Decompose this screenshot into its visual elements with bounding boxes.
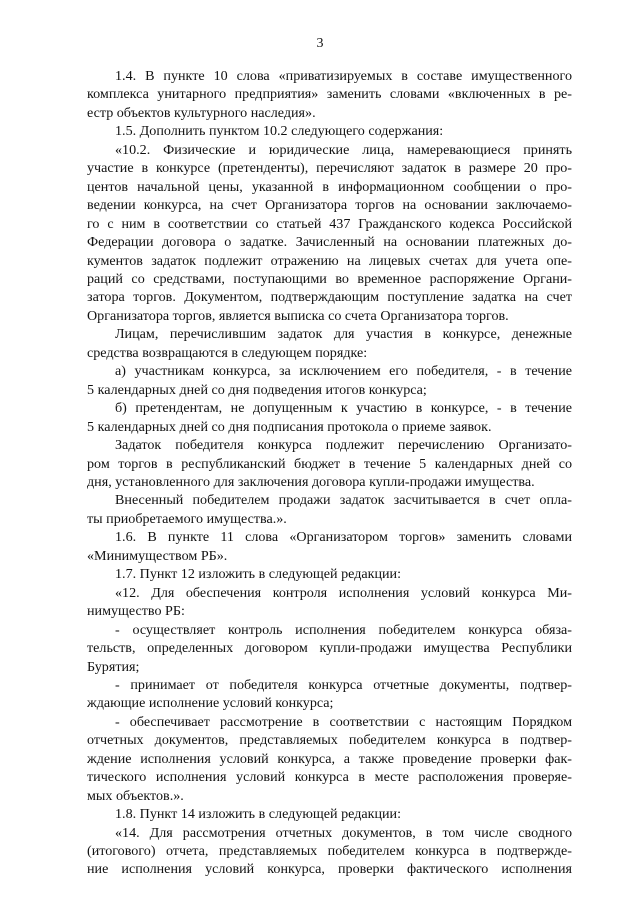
text-line: отчетных документов, представляемых победителем конкурса в подтвер-: [87, 732, 572, 749]
text-line: «Минимуществом РБ».: [87, 547, 228, 564]
text-line: - принимает от победителя конкурса отчетные документы, подтвер-: [115, 676, 572, 693]
text-line: комплекса унитарного предприятия» заменить словами «включенных в ре-: [87, 86, 572, 103]
text-line: 5 календарных дней со дня подписания протокола о приеме заявок.: [87, 418, 492, 435]
page-number: 3: [316, 36, 324, 51]
text-line: б) претендентам, не допущенным к участию в конкурсе, - в течение: [115, 400, 572, 417]
text-line: тического исполнения условий конкурса в месте расположения проверяе-: [87, 769, 572, 786]
text-line: ждающие исполнение условий конкурса;: [87, 695, 334, 712]
text-line: тельств, определенных договором купли-продажи имущества Республики: [87, 640, 572, 657]
text-line: го с ним в соответствии со статьей 437 Гражданского кодекса Российской: [87, 215, 572, 232]
text-line: Лицам, перечислившим задаток для участия в конкурсе, денежные: [115, 326, 572, 343]
text-line: «12. Для обеспечения контроля исполнения условий конкурса Ми-: [115, 584, 572, 601]
text-line: ние исполнения условий конкурса, проверки фактического исполнения: [87, 861, 572, 878]
text-line: 1.7. Пункт 12 изложить в следующей редакции:: [115, 566, 402, 583]
text-line: дня, установленного для заключения договора купли-продажи имущества.: [87, 473, 535, 490]
text-line: средства возвращаются в следующем порядке:: [87, 344, 368, 361]
text-line: ты приобретаемого имущества.».: [87, 510, 287, 527]
text-line: Организатора торгов, является выписка со счета Организатора торгов.: [87, 307, 509, 324]
text-line: раций со средствами, поступающими во временное распоряжение Органи-: [87, 270, 572, 287]
text-line: (итогового) отчета, представляемых победителем конкурса в подтвержде-: [87, 843, 572, 860]
text-line: ждение исполнения условий конкурса, а также проведение проверки фак-: [87, 750, 572, 767]
text-line: мых объектов.».: [87, 787, 184, 804]
text-line: затора торгов. Документом, подтверждающим поступление задатка на счет: [87, 289, 572, 306]
text-line: 1.8. Пункт 14 изложить в следующей редакции:: [115, 806, 402, 823]
text-line: участие в конкурсе (претенденты), перечисляют задаток в размере 20 про-: [87, 160, 572, 177]
text-line: ром торгов в республиканский бюджет в течение 5 календарных дней со: [87, 455, 572, 472]
document-body-text: [87, 67, 572, 879]
text-line: 1.5. Дополнить пунктом 10.2 следующего содержания:: [115, 123, 444, 140]
text-line: естр объектов культурного наследия».: [87, 104, 316, 121]
text-line: 5 календарных дней со дня подведения итогов конкурса;: [87, 381, 427, 398]
text-line: Внесенный победителем продажи задаток засчитывается в счет опла-: [115, 492, 572, 509]
text-line: Федерации договора о задатке. Зачисленный на основании платежных до-: [87, 234, 572, 251]
text-line: 1.6. В пункте 11 слова «Организатором торгов» заменить словами: [115, 529, 572, 546]
text-line: ведении конкурса, на счет Организатора торгов на основании заключаемо-: [87, 197, 572, 214]
text-line: кументов задаток подлежит отражению на лицевых счетах для учета опе-: [87, 252, 572, 269]
text-line: Бурятия;: [87, 658, 140, 675]
text-line: нимущество РБ:: [87, 603, 185, 620]
text-line: центов начальной цены, указанной в информационном сообщении о про-: [87, 178, 572, 195]
text-line: 1.4. В пункте 10 слова «приватизируемых в составе имущественного: [115, 68, 572, 84]
text-line: «14. Для рассмотрения отчетных документов, в том числе сводного: [115, 824, 572, 841]
text-line: «10.2. Физические и юридические лица, намеревающиеся принять: [115, 141, 572, 158]
text-line: а) участникам конкурса, за исключением его победителя, - в течение: [115, 363, 572, 380]
text-line: - обеспечивает рассмотрение в соответствии с настоящим Порядком: [115, 713, 572, 730]
text-line: Задаток победителя конкурса подлежит перечислению Организато-: [115, 437, 572, 454]
text-line: - осуществляет контроль исполнения победителем конкурса обяза-: [115, 621, 572, 638]
